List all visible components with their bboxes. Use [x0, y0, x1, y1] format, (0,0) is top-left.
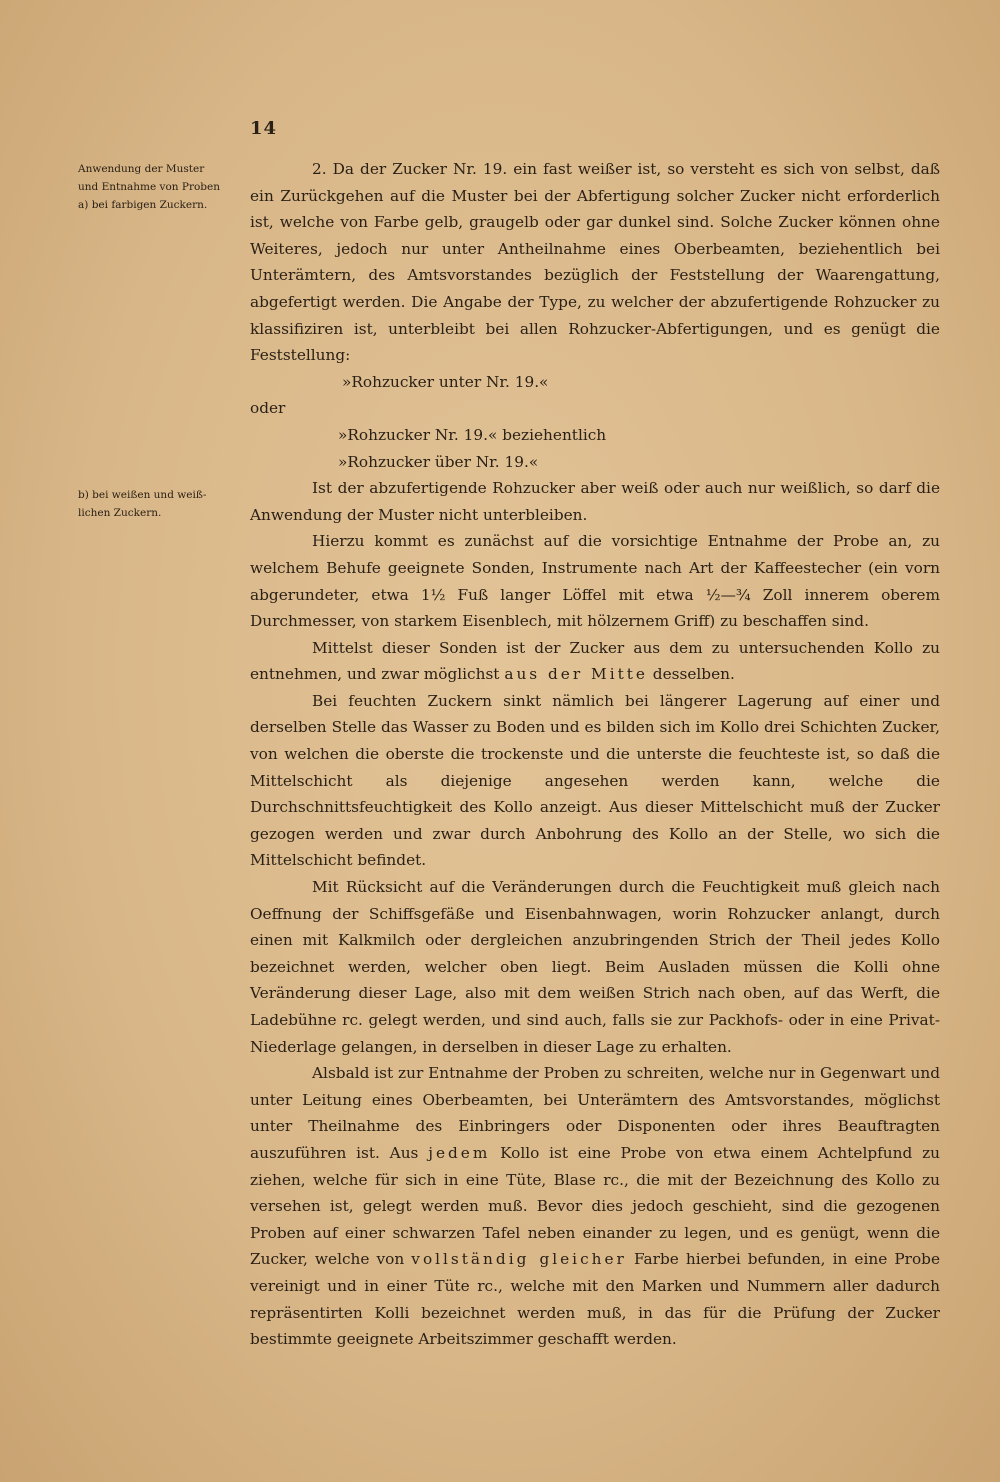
text-run: desselben.: [647, 665, 735, 684]
quote-above-19: »Rohzucker über Nr. 19.«: [338, 452, 539, 471]
margin-note-line: a) bei farbigen Zuckern.: [78, 199, 208, 211]
paragraph-sample-from-middle: [250, 635, 940, 688]
main-text: [250, 156, 940, 1353]
emphasis-text: jedem: [428, 1143, 491, 1162]
margin-note-line: und Entnahme von Proben: [78, 181, 220, 193]
text-oder: oder: [250, 399, 286, 418]
text-run: Mittelst dieser Sonden ist der Zucker aus dem zu untersuchenden Kollo zu entnehmen, und zwar möglichst: [250, 638, 940, 684]
text-run: Alsbald ist zur Entnahme der Proben zu schreiten, welche nur in Gegenwart und unter Leitung eines Oberbeamten, bei Unterämtern des Amtsvorstandes, möglichst unter Theilnahme des Einbringers oder Disponenten oder ihres Beauftragten auszuführen ist. Aus: [250, 1064, 940, 1162]
page-number: 14: [250, 118, 278, 139]
paragraph-colored-sugars: 2. Da der Zucker Nr. 19. ein fast weißer ist, so versteht es sich von selbst, daß ein Zurückgehen auf die Muster bei der Abfertigung solcher Zucker nicht erforderlich ist, welche von Farbe gelb, graugelb oder gar dunkel sind. Solche Zucker können ohne Weiteres, jedoch nur unter Antheilnahme eines Oberbeamten, beziehentlich bei Unterämtern, des Amtsvorstandes bezüglich der Feststellung der Waarengattung, abgefertigt werden. Die Angabe der Type, zu welcher der abzufertigende Rohzucker zu klassifiziren ist, unterbleibt bei allen Rohzucker-Abfertigungen, und es genügt die Feststellung:: [250, 160, 940, 365]
margin-note-line: lichen Zuckern.: [78, 507, 162, 519]
paragraph-taking-samples: [250, 1060, 940, 1353]
margin-note-line: Anwendung der Muster: [78, 163, 205, 175]
paragraph-marking-kolli: Mit Rücksicht auf die Veränderungen durch die Feuchtigkeit muß gleich nach Oeffnung der Schiffsgefäße und Eisenbahnwagen, worin Rohzucker anlangt, durch einen mit Kalkmilch oder dergleichen anzubringenden Strich der Theil jedes Kollo bezeichnet werden, welcher oben liegt. Beim Ausladen müssen die Kolli ohne Veränderung dieser Lage, also mit dem weißen Strich nach oben, auf das Werft, die Ladebühne rc. gelegt werden, und sind auch, falls sie zur Packhofs- oder in eine Privat-Niederlage gelangen, in derselben in dieser Lage zu erhalten.: [250, 878, 940, 1056]
margin-note-colored-sugars: [78, 160, 258, 214]
quote-equal-19: »Rohzucker Nr. 19.« beziehentlich: [338, 425, 607, 444]
paragraph-moist-sugars: Bei feuchten Zuckern sinkt nämlich bei längerer Lagerung auf einer und derselben Stelle das Wasser zu Boden und es bilden sich im Kollo drei Schichten Zucker, von welchen die oberste die trockenste und die unterste die feuchteste ist, so daß die Mittelschicht als diejenige angesehen werden kann, welche die Durchschnittsfeuchtigkeit des Kollo anzeigt. Aus dieser Mittelschicht muß der Zucker gezogen werden und zwar durch Anbohrung des Kollo an der Stelle, wo sich die Mittelschicht befindet.: [250, 691, 940, 870]
emphasis-text: aus der Mitte: [504, 665, 648, 684]
emphasis-text: vollständig gleicher: [411, 1250, 627, 1269]
paragraph-white-sugars: Ist der abzufertigende Rohzucker aber weiß oder auch nur weißlich, so darf die Anwendung der Muster nicht unterbleiben.: [250, 479, 940, 524]
text-run: Kollo ist eine Probe von etwa einem Achtelpfund zu ziehen, welche für sich in eine Tüte, Blase rc., die mit der Bezeichnung des Kollo zu versehen ist, gelegt werden muß. Bevor dies jedoch geschieht, sind die gezogenen Proben auf einer schwarzen Tafel neben einander zu legen, und es genügt, wenn die Zucker, welche von: [250, 1143, 940, 1269]
margin-note-white-sugars: [78, 486, 258, 522]
text-run: Farbe hierbei befunden, in eine Probe vereinigt und in einer Tüte rc., welche mit den Marken und Nummern aller dadurch repräsentirten Kolli bezeichnet werden muß, in das für die Prüfung der Zucker bestimmte geeignete Arbeitszimmer geschafft werden.: [250, 1250, 941, 1349]
paragraph-sampling-instruments: Hierzu kommt es zunächst auf die vorsichtige Entnahme der Probe an, zu welchem Behufe geeignete Sonden, Instrumente nach Art der Kaffeestecher (ein vorn abgerundeter, etwa 1½ Fuß langer Löffel mit etwa ½—¾ Zoll innerem oberem Durchmesser, von starkem Eisenblech, mit hölzernem Griff) zu beschaffen sind.: [250, 532, 940, 631]
quote-below-19: »Rohzucker unter Nr. 19.«: [342, 372, 549, 391]
margin-note-line: b) bei weißen und weiß-: [78, 489, 207, 501]
